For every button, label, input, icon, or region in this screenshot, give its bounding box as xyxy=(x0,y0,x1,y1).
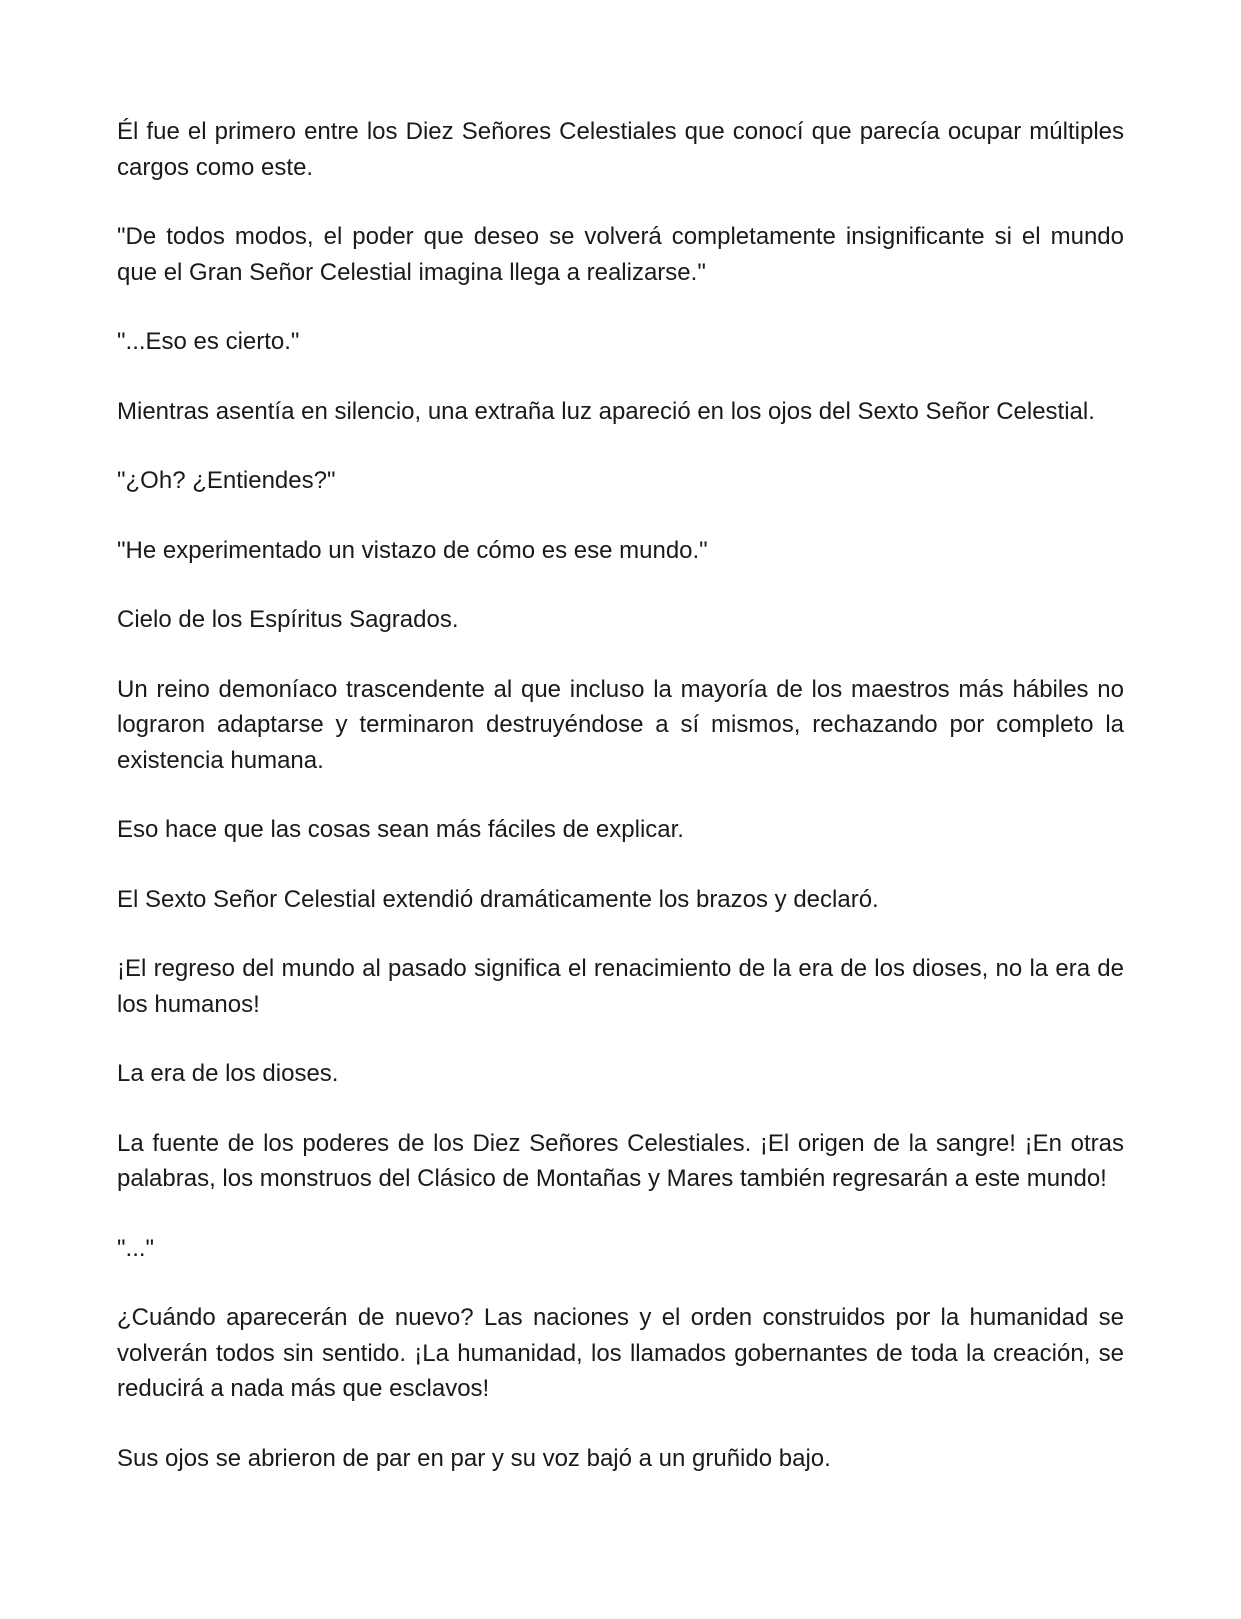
paragraph: Eso hace que las cosas sean más fáciles de explicar. xyxy=(117,816,684,843)
paragraph: ¿Cuándo aparecerán de nuevo? Las naciones y el orden construidos por la humanidad se volverán todos sin sentido. ¡La humanidad, los llamados gobernantes de toda la creación, se reducirá a nada más que esclavos! xyxy=(117,1304,1124,1402)
paragraph: "He experimentado un vistazo de cómo es ese mundo." xyxy=(117,536,708,564)
paragraph: La era de los dioses. xyxy=(117,1060,339,1087)
paragraph: El Sexto Señor Celestial extendió dramáticamente los brazos y declaró. xyxy=(117,885,879,913)
paragraph: Cielo de los Espíritus Sagrados. xyxy=(117,606,459,633)
paragraph: "De todos modos, el poder que deseo se volverá completamente insignificante si el mundo que el Gran Señor Celestial imagina llega a realizarse." xyxy=(117,223,1124,286)
paragraph: Mientras asentía en silencio, una extraña luz apareció en los ojos del Sexto Señor Celestial. xyxy=(117,397,1095,425)
paragraph: La fuente de los poderes de los Diez Señores Celestiales. ¡El origen de la sangre! ¡En otras palabras, los monstruos del Clásico de Montañas y Mares también regresarán a este mundo! xyxy=(117,1129,1124,1192)
paragraph: ¡El regreso del mundo al pasado significa el renacimiento de la era de los dioses, no la era de los humanos! xyxy=(117,955,1124,1018)
paragraph: Un reino demoníaco trascendente al que incluso la mayoría de los maestros más hábiles no lograron adaptarse y terminaron destruyéndose a sí mismos, rechazando por completo la existencia humana. xyxy=(117,675,1124,774)
paragraph: "...Eso es cierto." xyxy=(117,328,300,355)
paragraph: "¿Oh? ¿Entiendes?" xyxy=(117,467,336,494)
paragraph: Sus ojos se abrieron de par en par y su voz bajó a un gruñido bajo. xyxy=(117,1444,831,1472)
paragraph: "..." xyxy=(117,1234,155,1262)
paragraph: Él fue el primero entre los Diez Señores Celestiales que conocí que parecía ocupar múltiples cargos como este. xyxy=(117,118,1124,181)
